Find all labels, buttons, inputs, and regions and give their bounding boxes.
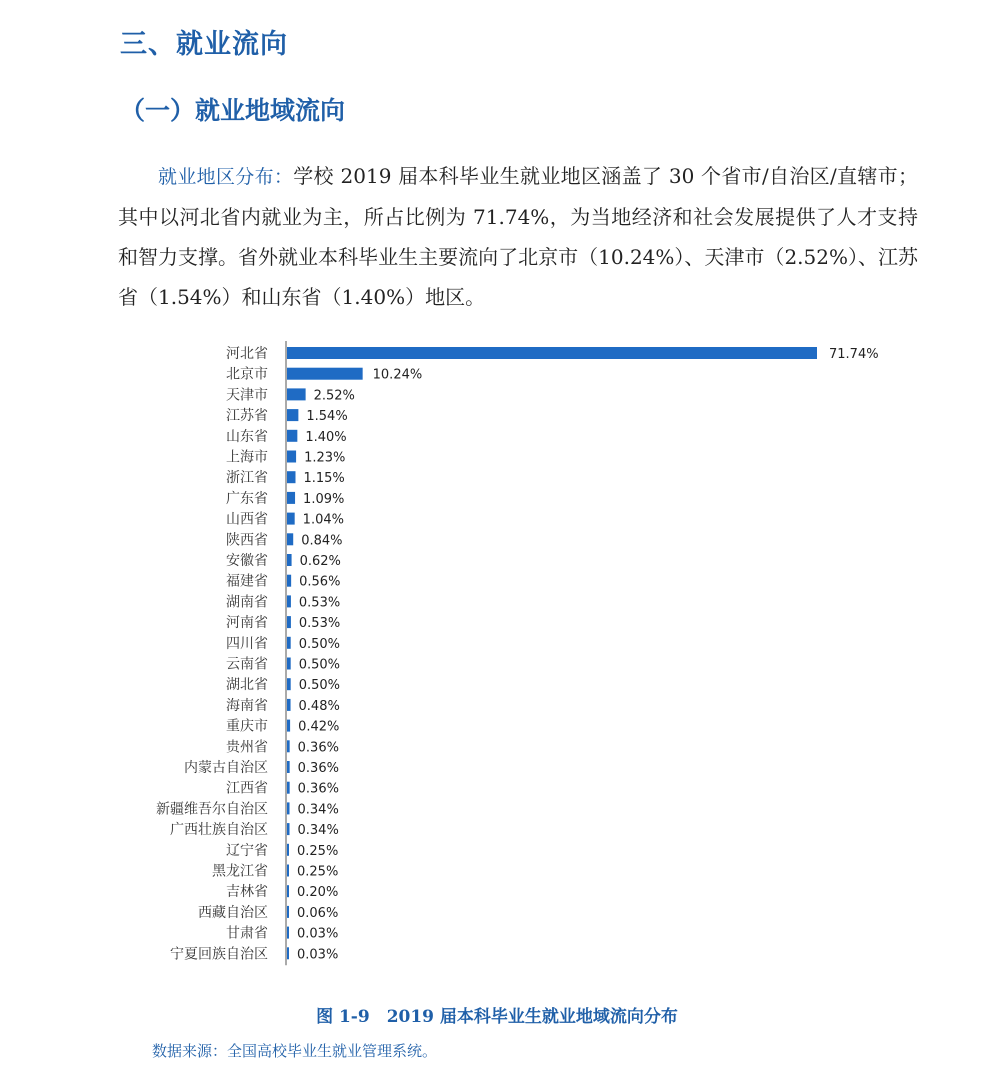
- value-label: 0.50%: [298, 657, 341, 673]
- bar: [287, 616, 291, 628]
- category-label: 湖北省: [226, 677, 268, 694]
- subsection-heading: （一）就业地域流向: [120, 96, 346, 125]
- value-label: 0.06%: [297, 905, 339, 921]
- category-label: 福建省: [226, 573, 268, 590]
- bar: [287, 761, 290, 773]
- category-label: 浙江省: [226, 470, 268, 487]
- bar: [287, 678, 291, 690]
- category-label: 北京市: [226, 366, 268, 383]
- bar: [287, 658, 291, 670]
- category-label: 重庆市: [226, 718, 268, 735]
- bar: [287, 906, 289, 918]
- bar: [287, 533, 293, 545]
- value-label: 1.40%: [305, 429, 347, 445]
- category-label: 黑龙江省: [212, 863, 268, 880]
- bar: [287, 471, 295, 483]
- value-label: 0.42%: [298, 719, 340, 735]
- value-label: 0.36%: [297, 740, 339, 756]
- body-paragraph: [118, 156, 918, 317]
- value-label: 0.36%: [297, 781, 339, 797]
- bar: [287, 823, 290, 835]
- value-label: 0.20%: [297, 885, 339, 901]
- bar: [287, 699, 291, 711]
- bar: [287, 865, 289, 877]
- bar: [287, 388, 306, 400]
- bar: [287, 720, 290, 732]
- bar: [287, 492, 295, 504]
- category-label: 安徽省: [226, 553, 268, 569]
- value-label: 0.50%: [298, 678, 341, 694]
- value-label: 0.84%: [301, 533, 343, 549]
- category-label: 新疆维吾尔自治区: [156, 801, 268, 818]
- value-label: 0.62%: [299, 554, 341, 569]
- bar: [287, 368, 363, 380]
- value-label: 0.36%: [297, 761, 339, 776]
- value-label: 1.15%: [303, 471, 345, 487]
- category-label: 宁夏回族自治区: [170, 946, 268, 963]
- value-label: 71.74%: [829, 347, 879, 362]
- category-label: 上海市: [226, 449, 268, 466]
- data-source: 数据来源：全国高校毕业生就业管理系统。: [152, 1042, 438, 1060]
- bar: [287, 740, 290, 752]
- category-label: 天津市: [226, 387, 268, 404]
- bar: [287, 513, 295, 525]
- value-label: 0.34%: [297, 802, 339, 818]
- bar: [287, 782, 290, 794]
- category-label: 内蒙古自治区: [184, 760, 268, 776]
- value-label: 2.52%: [313, 388, 355, 404]
- value-label: 0.56%: [299, 574, 341, 590]
- value-label: 0.03%: [297, 926, 339, 942]
- category-label: 四川省: [226, 635, 268, 652]
- category-label: 江苏省: [226, 408, 268, 425]
- bars: [287, 347, 817, 959]
- value-labels: [297, 347, 879, 962]
- bar: [287, 637, 291, 649]
- category-label: 吉林省: [226, 884, 268, 901]
- category-label: 山西省: [226, 511, 268, 528]
- bar: [287, 947, 289, 959]
- value-label: 1.54%: [306, 409, 348, 425]
- value-label: 0.34%: [297, 823, 339, 839]
- section-heading: 三、就业流向: [120, 29, 288, 60]
- value-label: 10.24%: [372, 367, 423, 383]
- category-label: 山东省: [226, 428, 268, 445]
- category-label: 江西省: [226, 780, 268, 797]
- category-label: 广西壮族自治区: [170, 822, 268, 839]
- bar: [287, 575, 291, 587]
- category-label: 河北省: [226, 346, 268, 362]
- bar: [287, 885, 289, 897]
- bar: [287, 844, 289, 856]
- value-label: 1.04%: [302, 512, 344, 528]
- value-label: 0.25%: [297, 864, 339, 880]
- bar: [287, 927, 289, 939]
- value-label: 1.09%: [303, 491, 345, 507]
- paragraph-body: 学校 2019 届本科毕业生就业地区涵盖了 30 个省市/自治区/直辖市；其中以河北省内就业为主，所占比例为 71.74%，为当地经济和社会发展提供了人才支持和智力支撑。省外就业本科毕业生主要流向了北京市（10.24%）、天津市（2.52%）、江苏省（1.54%）和山东省（1.40%）地区。: [118, 164, 918, 309]
- value-label: 0.48%: [298, 698, 340, 714]
- bar: [287, 595, 291, 607]
- category-label: 陕西省: [226, 532, 268, 549]
- category-label: 湖南省: [226, 594, 268, 611]
- bar: [287, 451, 296, 463]
- category-labels: [156, 345, 268, 962]
- category-label: 辽宁省: [226, 842, 268, 859]
- category-label: 云南省: [226, 656, 268, 673]
- bar: [287, 347, 817, 359]
- category-label: 甘肃省: [226, 925, 268, 942]
- category-label: 海南省: [226, 697, 268, 714]
- bar: [287, 409, 298, 421]
- value-label: 0.53%: [298, 616, 341, 632]
- category-label: 河南省: [226, 615, 268, 632]
- value-label: 0.25%: [297, 843, 339, 859]
- value-label: 0.03%: [297, 947, 339, 963]
- value-label: 1.23%: [304, 450, 346, 466]
- bar: [287, 554, 292, 566]
- category-label: 广东省: [226, 490, 268, 507]
- bar: [287, 802, 290, 814]
- category-label: 西藏自治区: [198, 904, 268, 921]
- category-label: 贵州省: [226, 739, 268, 756]
- figure-caption: 图 1-9 2019 届本科毕业生就业地域流向分布: [316, 1007, 678, 1027]
- value-label: 0.53%: [298, 595, 341, 611]
- value-label: 0.50%: [298, 636, 341, 652]
- paragraph-lead: 就业地区分布：: [158, 166, 294, 188]
- bar: [287, 430, 297, 442]
- region-distribution-chart: [0, 335, 994, 975]
